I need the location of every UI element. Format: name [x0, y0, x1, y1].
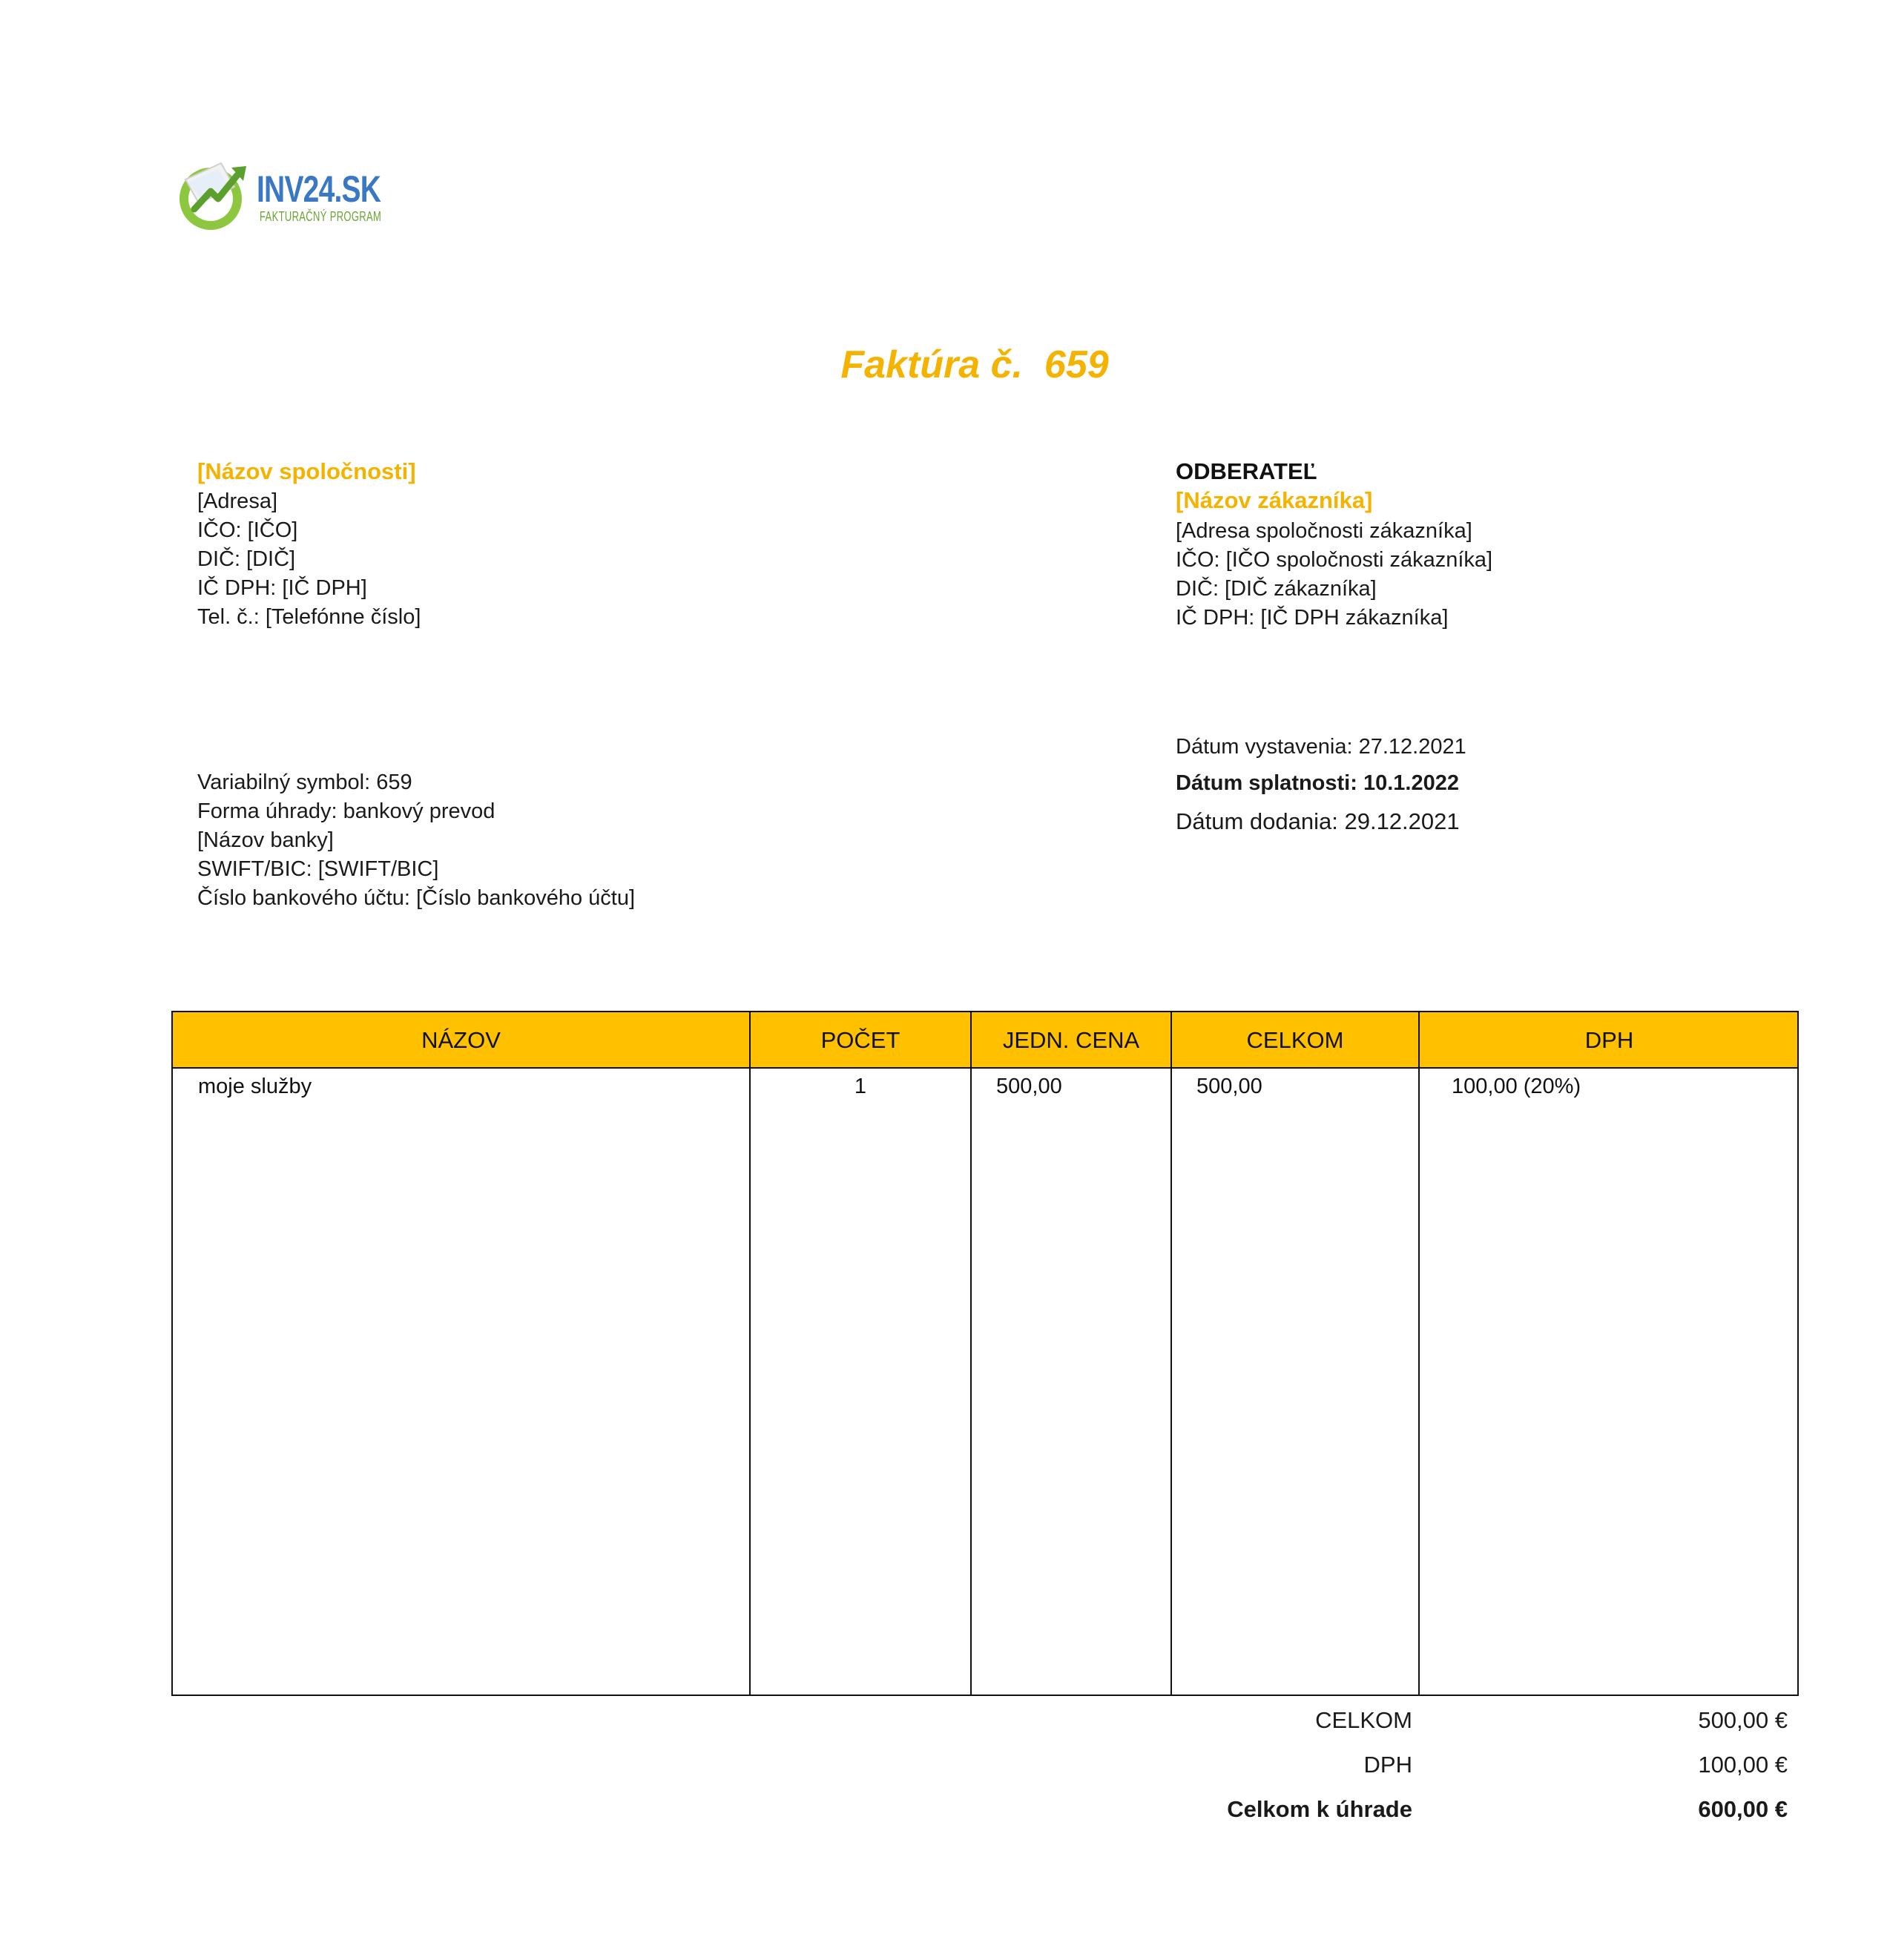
- header-vat: DPH: [1584, 1027, 1634, 1053]
- header-unit-price: JEDN. CENA: [1002, 1027, 1140, 1053]
- items-table: [171, 1011, 1799, 1696]
- column-divider: [749, 1012, 751, 1695]
- logo-icon: [172, 157, 254, 231]
- customer-name: [Názov zákazníka]: [1176, 487, 1373, 513]
- supplier-address: [Adresa]: [197, 489, 277, 513]
- supplier-name: [Názov spoločnosti]: [197, 458, 416, 484]
- invoice-title: Faktúra č. 659: [840, 343, 1109, 386]
- dates-block: [1176, 733, 1466, 836]
- payment-method: Forma úhrady: bankový prevod: [197, 799, 495, 823]
- vat-label: DPH: [1363, 1752, 1412, 1778]
- bank-account: Číslo bankového účtu: [Číslo bankového účtu]: [197, 886, 636, 910]
- supplier-phone: Tel. č.: [Telefónne číslo]: [197, 605, 421, 629]
- variable-symbol: Variabilný symbol: 659: [197, 771, 412, 794]
- customer-ico: IČO: [IČO spoločnosti zákazníka]: [1176, 548, 1493, 572]
- customer-block: [1176, 457, 1492, 633]
- subtotal-label: CELKOM: [1315, 1707, 1412, 1733]
- column-divider: [1418, 1012, 1420, 1695]
- row-vat: 100,00 (20%): [1452, 1075, 1581, 1098]
- logo-name: INV24.SK: [257, 168, 381, 210]
- row-name: moje služby: [198, 1075, 312, 1098]
- row-total: 500,00: [1196, 1075, 1262, 1098]
- grand-total-value: 600,00 €: [1698, 1796, 1788, 1822]
- issue-date: Dátum vystavenia: 27.12.2021: [1176, 735, 1466, 759]
- supplier-dic: DIČ: [DIČ]: [197, 547, 296, 571]
- supplier-ico: IČO: [IČO]: [197, 518, 298, 542]
- subtotal-value: 500,00 €: [1698, 1707, 1788, 1733]
- header-total: CELKOM: [1246, 1027, 1344, 1053]
- vat-value: 100,00 €: [1698, 1752, 1788, 1778]
- customer-address: [Adresa spoločnosti zákazníka]: [1176, 519, 1472, 543]
- grand-total-label: Celkom k úhrade: [1227, 1796, 1412, 1822]
- row-qty: 1: [854, 1075, 867, 1098]
- payment-block: [197, 768, 635, 913]
- due-date: Dátum splatnosti: 10.1.2022: [1176, 771, 1459, 795]
- supplier-block: [197, 457, 421, 632]
- column-divider: [1170, 1012, 1172, 1695]
- row-unit-price: 500,00: [996, 1075, 1062, 1098]
- bank-name: [Názov banky]: [197, 828, 334, 852]
- column-divider: [970, 1012, 972, 1695]
- company-logo: [172, 157, 395, 239]
- customer-heading: ODBERATEĽ: [1176, 458, 1317, 484]
- swift-bic: SWIFT/BIC: [SWIFT/BIC]: [197, 857, 439, 881]
- customer-dic: DIČ: [DIČ zákazníka]: [1176, 577, 1377, 601]
- header-name: NÁZOV: [421, 1027, 501, 1053]
- supplier-icdph: IČ DPH: [IČ DPH]: [197, 576, 367, 600]
- customer-icdph: IČ DPH: [IČ DPH zákazníka]: [1176, 606, 1449, 630]
- header-qty: POČET: [820, 1027, 900, 1053]
- delivery-date: Dátum dodania: 29.12.2021: [1176, 808, 1460, 834]
- logo-subtitle: FAKTURAČNÝ PROGRAM: [260, 209, 382, 224]
